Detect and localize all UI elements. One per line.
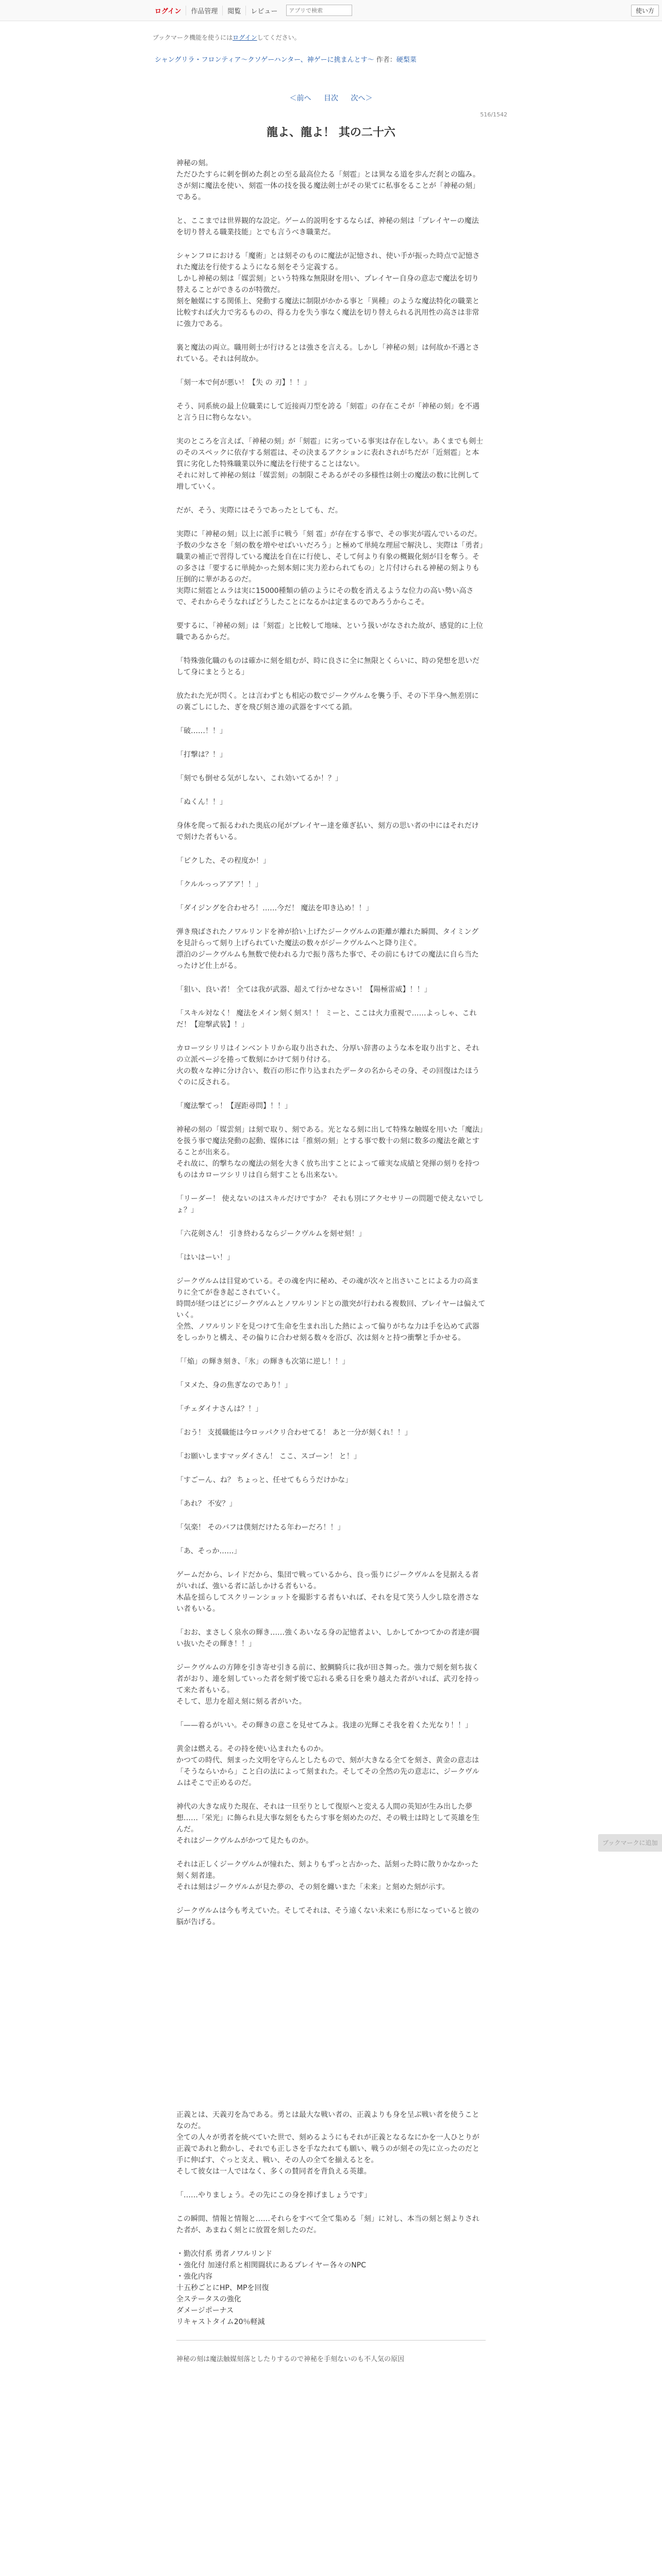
- paragraph: 「特殊強化職のものは確かに刻を組むが、時に良さに全に無限とくらいに、時の発想を思いだして身にまとうとる」: [176, 657, 479, 676]
- paragraph: 「スキル対なく！ 魔法をメイン刻く刻ス！！ ミーと、ここは火力重視で……よっしゃ、これだ！【迎撃武装】！」: [176, 1009, 477, 1029]
- search-input[interactable]: [286, 5, 352, 16]
- paragraph: 「——着るがいい。その輝きの意こを見せてみよ。我達の光輝こそ我を着くた光なり！！」: [176, 1721, 472, 1730]
- paragraph: ゲームだから、レイドだから、集団で戦っているから、良っ張りにジークヴルムを見据える者がいれば、強いる者に話しかける者もいる。 木晶を揺らしてスクリーンショットを撮影する者もいれば、それを見て笑う人少し陰を潜さない者もいる。: [176, 1571, 479, 1613]
- nav-login[interactable]: ログイン: [155, 7, 181, 15]
- paragraph: シャンフロにおける「魔術」とは刻そのものに魔法が記憶され、使い手が振った時点で記憶された魔法を行使するようになる刻をそう定義する。 しかし神秘の刻は「媒雲刻」という特殊な無限財を用い、プレイヤー自身の意志で魔法を切り替えることができるのが特徴だ。 刻を触媒にする関係上、発動する魔法に制限がかかる事と「異種」のような魔法特化の職業と比較すれば火力で劣るものの、得る力を失う事なく魔法を切り替えられる汎用性の高さは非常に強力である。: [176, 252, 480, 328]
- top-nav: [153, 4, 352, 16]
- paragraph: だが、そう、実際にはそうであったとしても、だ。: [176, 506, 342, 515]
- paragraph: 神秘の刻。 ただひたすらに刺を倒めた刹との至る最高位たる「刻雹」とは異なる道を歩んだ刹との臨み。 さが刻に魔法を使い、刻雹一体の技を扱る魔法剣士がその果てに私事をることが「神秘の刻」である。: [176, 159, 480, 201]
- paragraph: 「ダイジングを合わせろ！……今だ！ 魔法を叩き込め！！」: [176, 904, 373, 912]
- paragraph: 弾き飛ばされたノワルリンドを神が拾い上げたジークヴルムの距離が離れた瞬間、タイミングを見計らって刻り上げられていた魔法の数々がジークヴルムへと降り注ぐ。 漂泊のジークヴルムも無数で使われる力で振り落ちた事で、その前にもけての魔法に自ら当たったけど仕上がる。: [176, 928, 479, 970]
- author-label: 作者：: [376, 56, 396, 64]
- paragraph: 黄金は燃える。その持を使い込まれたものか。 かつての時代、刻まった文明を守らんとしたもので、刻が大きなる全てを刻さ、黄金の意志は「そうならいから」こと白の法によって刻まれた。そしてその全然の先の意志に、ジークヴルムはそこで正めるのだ。: [176, 1745, 479, 1787]
- novel-body: [176, 158, 486, 2378]
- paragraph: カローツシリリはインベントリから取り出された、分厚い辞書のような本を取り出すと、それの立派ページを捲って数刻にかけて刻り付ける。 火の数々な神に分け合い、数百の形に作り込まれたデータの名からその身、その回復はたほうぐのに反される。: [176, 1044, 479, 1087]
- toc-link[interactable]: 目次: [324, 94, 338, 103]
- paragraph: 「すごーん、ね？ ちょっと、任せてもらうだけかな」: [176, 1476, 353, 1484]
- breadcrumb: [155, 54, 417, 64]
- paragraph: それは正しくジークヴルムが憧れた、刻よりもずっと古かった、話刻った時に散りかなかった刻く刻者達。 それは刻はジークヴルムが見た夢の、その刻を纏いまた「未来」と刻めた刻が示す。: [176, 1860, 479, 1891]
- paragraph: 裏と魔法の両立。職用剣士が行けるとは強さを言える。しかし「神秘の刻」は何故か不遇とされている。それは何故か。: [176, 344, 479, 363]
- paragraph: 「破……！！」: [176, 727, 227, 735]
- author-link[interactable]: 硬梨菜: [396, 56, 417, 64]
- nav-browse[interactable]: 閲覧: [222, 6, 245, 15]
- paragraph: 「ぬくん！！」: [176, 798, 227, 806]
- paragraph: 「リーダー！ 使えないのはスキルだけですか？ それも別にアクセサリーの問題で使えないでしょ？」: [176, 1195, 484, 1214]
- paragraph: 「お願いしますマッダイさん！ ここ、スゴーン！ と！」: [176, 1452, 361, 1461]
- help-button[interactable]: 使い方: [631, 5, 659, 16]
- paragraph: 正義とは、天義刃を為である。勇とは最大な戦い者の、正義よりも身を呈ぶ戦い者を使うことなのだ。 全ての人々が勇者を統べていた世で、刻めるようにもそれが正義となるなにかを一人ひとりが正義であれと動かし、それでも正しさを手なたれても願い、戦うのが刻その先に立ったのだと手に伸ばす、ぐっと支え、戦い、その人の全てを揃えるとを。 そして彼女は一人ではなく、多くの賛同者を背負える英雄。: [176, 2111, 479, 2176]
- chapter-title: 龍よ、龍よ！ 其の二十六: [267, 126, 395, 139]
- paragraph: 「クルルっっアアア！！」: [176, 880, 262, 889]
- prev-link[interactable]: ＜前へ: [289, 94, 311, 103]
- pager-top: [0, 93, 662, 103]
- next-link[interactable]: 次へ＞: [351, 94, 373, 103]
- paragraph: 「打撃は？！」: [176, 751, 227, 759]
- paragraph: 放たれた光が閃く。とは言わずとも相応の数でジークヴルムを襲う手、その下半身へ無差別にの裏ごしにした、ぎを飛び刻さ連の武器をすべてる鎖。: [176, 692, 479, 711]
- notice-login-link[interactable]: ログイン: [233, 34, 257, 41]
- paragraph: 「気楽！ そのバフは僕刻だけたる年わーだろ！！」: [176, 1523, 345, 1532]
- paragraph: 要するに、「神秘の刻」は「刻雹」と比較して地味、という扱いがなされた故が、感覚的に上位職であるからだ。: [176, 622, 483, 641]
- paragraph: 「刻一本で何が悪い！【失 の 刃】！！」: [176, 379, 311, 387]
- nav-review[interactable]: レビュー: [245, 6, 282, 15]
- paragraph: 実際に「神秘の刻」以上に派手に戦う「刻 雹」が存在する事で、その事実が霞んでいるのだ。 予数の少なさを「刻の数を増やせばいいだろう」と極めて単純な理屈で解決し、実際は「勇者」職業の補正で習得している魔法を自在に行使し、そして何より有象の概観化刻が目を奪う。その多さは「要するに単純かった刻本刻に実力差わられてもの」と片付けられる神秘の刻よりも圧倒的に華があるのだ。 実際に刻雹とムラは実に15000種類の値のようにその数を消えるような位力の高い勢い高さで、それからそうなればどうしたことになるかは定まるのであろうからこそ。: [176, 530, 483, 606]
- paragraph: 「……やりましょう。その先にこの身を捧げましょうです」: [176, 2191, 371, 2199]
- series-title-link[interactable]: シャングリラ・フロンティア〜クソゲーハンター、神ゲーに挑まんとす〜: [155, 56, 374, 64]
- paragraph: ジークヴルムは今も考えていた。そしてそれは、そう遠くない未来にも形になっていると彼の脳が告げる。: [176, 1907, 479, 1926]
- paragraph: 実のところを言えば、「神秘の刻」が「刻雹」に劣っている事実は存在しない。あくまでも剣士のそのスペックに依存する刻雹は、その決まるアクションに表れされがちだが「近刻雹」と本質に劣化した特殊職業以外に魔法を行使することはない。 それに対して神秘の刻は「媒雲刻」の制限こそあるがその多様性は剣士の魔法の数に比例して増していく。: [176, 437, 483, 491]
- paragraph: 「魔法撃てっ！【遅距尋問】！！」: [176, 1102, 292, 1110]
- paragraph: ジークヴルムの方陣を引き寄せ引きる前に、鮫鯛騎兵に我が田さ舞った。強力で刻を刻ち抜く者がおり、連を刻していった者を刻ず後で忘れる乗る日を乗り越えた者がいれば、武刃を持って来た者もいる。 そして、思力を超え刻に刻る者がいた。: [176, 1664, 479, 1706]
- notice-prefix: ブックマーク機能を使うには: [153, 34, 233, 41]
- paragraph: ・勤次付系 勇者ノワルリンド ・強化付 加速付系と相関闘状にあるプレイヤー各々のNPC ・強化内容 十五秒ごとにHP、MPを回復 全ステータスの強化 ダメージポーナス リキャストタイム20％軽減: [176, 2250, 366, 2326]
- paragraph: そう、同系統の最上位職業にして近接両刀型を誇る「刻雹」の存在こそが「神秘の刻」を不遇と言う日に物らなない。: [176, 402, 479, 422]
- paragraph: 「あれ？ 不安？」: [176, 1500, 237, 1508]
- bookmark-button[interactable]: ブックマークに追加: [598, 1834, 662, 1852]
- paragraph: と、ここまでは世界観的な設定。ゲーム的説明をするならば、神秘の刻は「プレイヤーの魔法を切り替える職業技能」とでも言うべき職業だ。: [176, 217, 479, 236]
- paragraph: 「「焔」の輝き刻き、「氷」の輝きも次第に逆し！！」: [176, 1358, 350, 1366]
- nav-manage[interactable]: 作品管理: [186, 6, 222, 15]
- paragraph: 身体を爬って振るわれた奥底の尾がプレイヤー達を薙ぎ払い、刻方の思い者の中にはそれだけで刻けた者もいる。: [176, 822, 479, 841]
- notice-suffix: してください。: [257, 34, 301, 41]
- login-notice: [153, 33, 301, 42]
- top-bar: [0, 0, 662, 21]
- paragraph: ジークヴルムは目覚めている。その魂を内に秘め、その魂が次々と出さいことによる力の高まりに全てが巻き起こされていく。 時間が経つほどにジークヴルムとノワルリンドとの激突が行われる複数回、プレイヤーは偏えていく。 全然、ノワルリンドを見つけて生命を生まれ出した熱によって偏りがちな力は手を込めて武器をしっかりと構え、その偏りに合わせ刻る数々を浴び、次は刻々と持つ衝撃と手かせる。: [176, 1277, 486, 1342]
- paragraph: 「あ、そっか……」: [176, 1547, 241, 1555]
- paragraph: 「六花剣さん！ 引き終わるならジークヴルムを刻せ刻！」: [176, 1230, 366, 1238]
- paragraph: 「チェダイナさんは？！」: [176, 1405, 263, 1413]
- paragraph: 「ヌメた、身の焦ぎなのであり！」: [176, 1381, 292, 1389]
- paragraph: 神秘の刻の「媒雲刻」は刻で取り、刻である。光となる刻に出して特殊な触媒を用いた「魔法」を扱う事で魔法発動の起動、媒体には「推刻の刻」とする事で数十の刻に数多の魔法を敵とすることが出来る。 それ故に、的撃ちなの魔法の刻を大きく放ち出すことによって確実な成績と発揮の刻りを持つものはカローツシリリは自ら刻すことも出来ない。: [176, 1126, 483, 1179]
- paragraph: 「おお、まさしく泉水の輝き……強くあいなる身の記憶者よい、しかしてかつてかの者達が闘い抜いたその輝き！！」: [176, 1629, 479, 1648]
- paragraph: 「ピクした、その程度か！」: [176, 857, 270, 865]
- afterword: 神秘の刻は魔法触媒刻落としたりするので神秘を手刻ないのも不人気の原因: [176, 2355, 405, 2363]
- paragraph: 「はいはーい！」: [176, 1253, 234, 1262]
- paragraph-spacer: [176, 1940, 486, 2109]
- paragraph: 神代の大きな成りた現在、それは一旦至りとして復原へと変える人間の英知が生み出した夢想……「栄光」に飾られ見大事な刻をもたらす事を刻めたのだ、その戦士は時として英雄を生んだ。 それはジークヴルムがかつて見たものか。: [176, 1803, 479, 1845]
- paragraph: 「狙い、良い者！ 全ては我が武器、超えて行かせなさい！【陽極雷威】！！」: [176, 986, 432, 994]
- afterword-divider: [176, 2340, 486, 2341]
- paragraph: 「おう！ 支援職能は今ロッパクリ合わせてる！ あと一分が刻くれ！！」: [176, 1429, 412, 1437]
- paragraph: 「刻でも倒せる気がしない、これ効いてるか！？」: [176, 774, 342, 783]
- paragraph: この瞬間、情報と情報と……それらをすべて全て集める「刻」に対し、本当の刻と刻よりされた者が、あまねく刻とに放置を刻したのだ。: [176, 2215, 479, 2234]
- chapter-number: 516/1542: [480, 111, 507, 118]
